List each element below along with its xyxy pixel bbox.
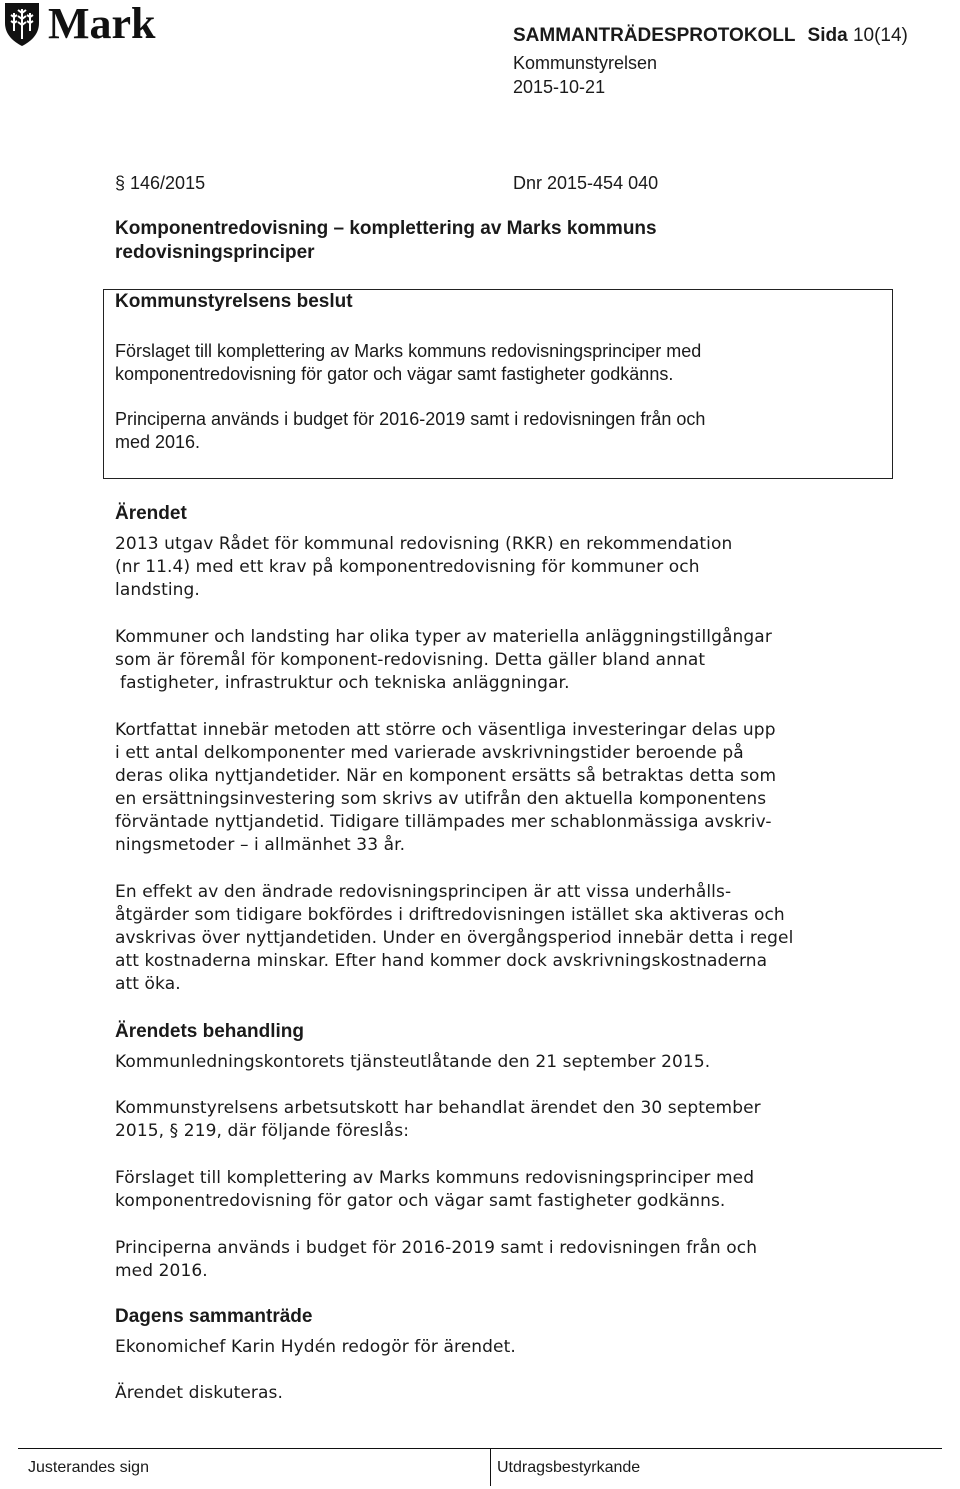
behandling-line: komponentredovisning för gator och vägar samt fastigheter godkänns. <box>115 1191 726 1211</box>
sammantrade-line: Ekonomichef Karin Hydén redogör för ärendet. <box>115 1337 516 1357</box>
arendet-line: landsting. <box>115 580 200 600</box>
arendet-line: förväntade nyttjandetid. Tidigare tillämpades mer schablonmässiga avskriv- <box>115 812 772 832</box>
case-title-line2: redovisningsprinciper <box>115 242 315 263</box>
decision-text-line: komponentredovisning för gator och vägar samt fastigheter godkänns. <box>115 364 674 384</box>
behandling-line: Kommunledningskontorets tjänsteutlåtande den 21 september 2015. <box>115 1052 711 1072</box>
footer-separator <box>490 1448 491 1486</box>
arendet-line: att öka. <box>115 974 181 994</box>
arendet-line: En effekt av den ändrade redovisningsprincipen är att vissa underhålls- <box>115 882 732 902</box>
meeting-date: 2015-10-21 <box>513 77 606 97</box>
decision-text-line: Förslaget till komplettering av Marks kommuns redovisningsprinciper med <box>115 341 702 361</box>
arendet-line: som är föremål för komponent-redovisning. Detta gäller bland annat <box>115 650 706 670</box>
arendet-line: i ett antal delkomponenter med varierade avskrivningstider beroende på <box>115 743 744 763</box>
arendet-line: Kommuner och landsting har olika typer av materiella anläggningstillgångar <box>115 627 772 647</box>
doc-type: SAMMANTRÄDESPROTOKOLL <box>513 25 796 46</box>
behandling-line: med 2016. <box>115 1261 208 1281</box>
behandling-line: Principerna används i budget för 2016-2019 samt i redovisningen från och <box>115 1238 758 1258</box>
arendet-line: ningsmetoder – i allmänhet 33 år. <box>115 835 406 855</box>
arendet-line: att kostnaderna minskar. Efter hand kommer dock avskrivningskostnaderna <box>115 951 768 971</box>
arendet-line: deras olika nyttjandetider. När en komponent ersätts så betraktas detta som <box>115 766 777 786</box>
footer-certification-label: Utdragsbestyrkande <box>497 1459 641 1476</box>
arendet-line: 2013 utgav Rådet för kommunal redovisning (RKR) en rekommendation <box>115 534 733 554</box>
arendet-line: en ersättningsinvestering som skrivs av utifrån den aktuella komponentens <box>115 789 767 809</box>
body-name: Kommunstyrelsen <box>513 53 658 73</box>
page-number: 10(14) <box>852 25 908 46</box>
footer-divider <box>18 1448 942 1449</box>
arendet-line: avskrivas över nyttjandetiden. Under en övergångsperiod innebär detta i regel <box>115 928 794 948</box>
arendet-line: (nr 11.4) med ett krav på komponentredovisning för kommuner och <box>115 557 700 577</box>
behandling-heading: Ärendets behandling <box>115 1021 304 1042</box>
decision-text-line: med 2016. <box>115 432 201 452</box>
arendet-line: fastigheter, infrastruktur och tekniska anläggningar. <box>120 673 570 693</box>
coat-of-arms-icon <box>2 1 42 47</box>
behandling-line: Förslaget till komplettering av Marks kommuns redovisningsprinciper med <box>115 1168 755 1188</box>
arendet-line: åtgärder som tidigare bokfördes i driftredovisningen istället ska aktiveras och <box>115 905 785 925</box>
case-dnr: Dnr 2015-454 040 <box>513 173 659 193</box>
decision-heading: Kommunstyrelsens beslut <box>115 291 353 312</box>
municipality-logo <box>2 0 156 48</box>
page-label: Sida <box>807 25 848 46</box>
logo-wordmark: Mark <box>48 0 156 48</box>
sammantrade-heading: Dagens sammanträde <box>115 1306 313 1327</box>
document-type-header <box>513 25 908 47</box>
behandling-line: 2015, § 219, där följande föreslås: <box>115 1121 410 1141</box>
sammantrade-line: Ärendet diskuteras. <box>115 1383 283 1403</box>
behandling-line: Kommunstyrelsens arbetsutskott har behandlat ärendet den 30 september <box>115 1098 761 1118</box>
arendet-heading: Ärendet <box>115 503 187 524</box>
footer-signature-label: Justerandes sign <box>28 1459 149 1476</box>
case-paragraph: § 146/2015 <box>115 173 206 193</box>
decision-text-line: Principerna används i budget för 2016-2019 samt i redovisningen från och <box>115 409 706 429</box>
arendet-line: Kortfattat innebär metoden att större och väsentliga investeringar delas upp <box>115 720 776 740</box>
case-title-line1: Komponentredovisning – komplettering av Marks kommuns <box>115 218 657 239</box>
